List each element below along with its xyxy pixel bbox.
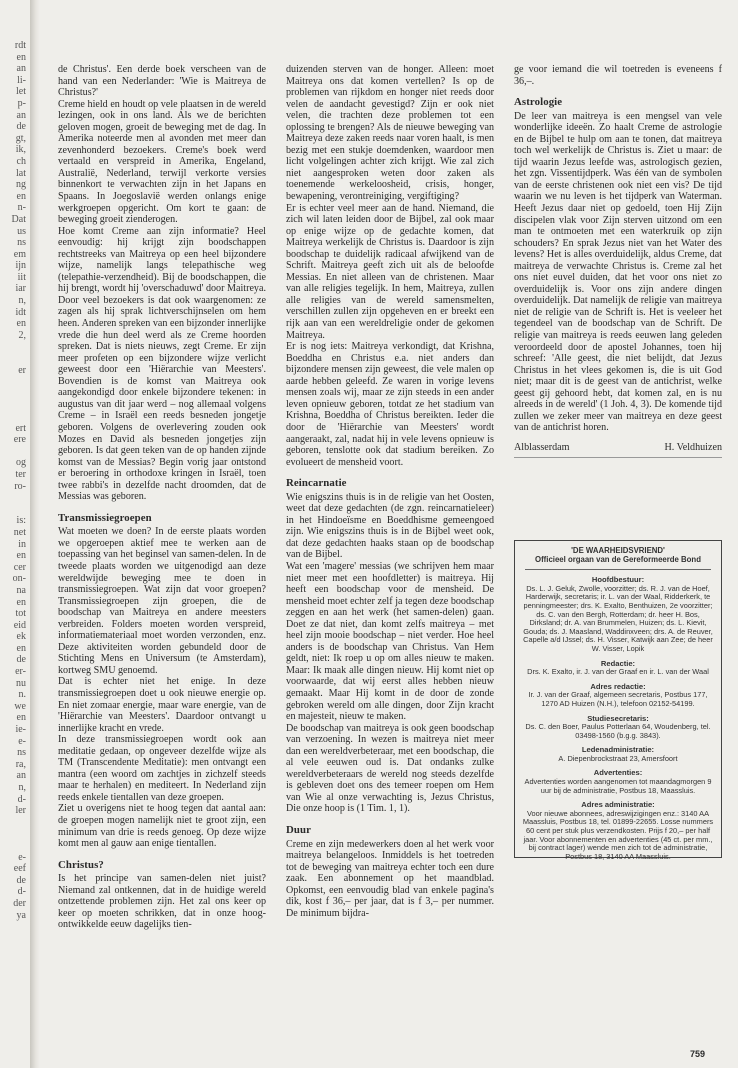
margin-fragment: iar	[15, 283, 26, 295]
margin-fragment: ere	[13, 434, 26, 446]
margin-fragment: ng	[16, 179, 26, 191]
magazine-page	[58, 46, 722, 1059]
margin-fragment: is:	[16, 515, 26, 527]
section-heading: Duur	[286, 824, 311, 836]
colophon-subtitle: Officieel orgaan van de Gereformeerde Bond	[535, 554, 701, 564]
paragraph: Dat is echter niet het enige. In deze transmissiegroepen doet u ook nieuwe energie op. En niet zomaar energie, maar ware energie, van de 'Hiërarchie van Meesters'. Daardoor ontvangt u innerlijke kracht en vrede.	[58, 676, 266, 734]
paragraph: duizenden sterven van de honger. Alleen: moet Maitreya ons dat komen vertellen? Is op de problemen van rijkdom en honger niet reeds door velen de aandacht gevestigd? Zijn er ook niet velen, die trachten deze problemen tot een oplossing te brengen? Als de nieuwe beweging van Maitreya deze zaken reeds naar voren haalt, is men bezig met een stukje doemdenken, waardoor men licht volgelingen achter zich krijgt. Wie zal zich niet aangesproken weten door zaken als toenemende werkeloosheid, crisis, honger, bewapening, verontreiniging, vergiftiging?	[286, 64, 494, 203]
section-heading: Transmissiegroepen	[58, 511, 152, 524]
paragraph: De boodschap van maitreya is ook geen boodschap van verzoening. In wezen is maitreya niet meer dan een wereldverbeteraar, met een boodschap, die al vele eeuwen oud is. Dat ondanks zulke wereldverbeteraars de wereld nog steeds dezelfde is gebleven doet ons des temeer roepen om Hem van Wie al onze verwachting is, Jezus Christus, Die onze hoop is (1 Tim. 1, 1).	[286, 722, 494, 815]
colophon-section-head: Advertenties:	[593, 768, 643, 778]
margin-fragment: e-	[18, 851, 26, 863]
signature-place: Alblasserdam	[514, 441, 570, 453]
facing-page-margin-text	[0, 40, 26, 1040]
margin-fragment	[0, 504, 26, 516]
margin-fragment: en	[16, 596, 26, 608]
margin-fragment: d-	[17, 886, 26, 898]
colophon-section-body: Ds. C. den Boer, Paulus Potterlaan 64, Woudenberg, tel. 03498-1560 (b.g.g. 3843).	[525, 722, 711, 740]
colophon-section-head: Adres redactie:	[590, 681, 646, 691]
paragraph: Ziet u overigens niet te hoog tegen dat aantal aan: de groepen mogen namelijk niet te groot zijn, een minimum van drie is reeds genoeg. Op deze wijze komt men al gauw aan enige tientallen.	[58, 803, 266, 850]
paragraph: Er is nog iets: Maitreya verkondigt, dat Krishna, Boeddha en Christus e.a. niet anders dan bijzondere mensen zijn geweest, die vele malen op aarde hebben geleefd. Ze waren in vorige levens mensen zoals wij, maar ze zijn steeds in een ander leven opnieuw geboren, totdat ze het stadium van Krishna, Boeddha of Christus bereikten. Ieder die door de 'Hiërarchie van Meesters' wordt aangeraakt, zal, nadat hij in vele levens opnieuw is geboren, tenslotte ook dat stadium bereiken. Zo evolueert de mensheid voort.	[286, 341, 494, 468]
margin-fragment: ik,	[15, 144, 26, 156]
margin-fragment: er	[18, 364, 26, 376]
colophon-title: 'DE WAARHEIDSVRIEND'	[571, 546, 665, 555]
margin-fragment: de	[16, 654, 26, 666]
margin-fragment: er-	[15, 666, 26, 678]
margin-fragment: let	[16, 86, 26, 98]
margin-fragment: de	[16, 874, 26, 886]
colophon-section-body: A. Diepenbrockstraat 23, Amersfoort	[558, 753, 678, 763]
margin-fragment: an	[16, 770, 26, 782]
margin-fragment: ijn	[15, 260, 26, 272]
section-heading: Astrologie	[514, 96, 563, 109]
paragraph: Wat moeten we doen? In de eerste plaats worden we opgeroepen aktief mee te werken aan de toepassing van het beginsel van samen-delen. In de tweede plaats worden we uitgenodigd aan deze wereldwijde beweging mee te doen in transmissiegroepen. Wat zijn dat voor groepen? Transmissiegroepen zijn groepen, die de boodschap van Maitreya en andere meesters verbreiden. Folders moeten worden verspreid, informatiemateriaal moet worden verzonden, enz. Deze aktiviteiten worden gebundeld door de Stichting Mens en Universum (te Amsterdam), kortweg SMU genoemd.	[58, 526, 266, 676]
margin-fragment: de	[16, 121, 26, 133]
margin-fragment	[0, 411, 26, 423]
margin-fragment: en	[16, 190, 26, 202]
margin-fragment: us	[17, 225, 26, 237]
colophon-section-head: Hoofdbestuur:	[591, 575, 645, 585]
paragraph: Wie enigszins thuis is in de religie van het Oosten, weet dat deze gedachten (de zgn. reincarnatieleer) in het Hindoeïsme en Boeddhisme gemeengoed zijn. Wie enigszins thuis is in de Bijbel weet ook, dat deze gedachten haaks staan op de boodschap van de Bijbel.	[286, 491, 494, 561]
margin-fragment: ler	[15, 805, 26, 817]
margin-fragment: ert	[15, 422, 26, 434]
margin-fragment: n,	[18, 782, 26, 793]
margin-fragment: p-	[17, 97, 26, 109]
margin-fragment: n-	[17, 202, 26, 214]
page-spine	[30, 0, 40, 1068]
colophon-section-head: Studiesecretaris:	[587, 713, 649, 723]
paragraph: De leer van maitreya is een mengsel van vele wonderlijke ideeën. Zo haalt Creme de astrologie en de Bijbel te hulp om aan te tonen, dat maitreya toch wel werkelijk de Christus is. Ziet u maar: de tijd waarin Jezus leefde was, astrologisch gezien, het zgn. Vissentijdperk. Was één van de symbolen van de eerste christenen ook niet een vis? De tijd waarin we nu leven is het tijdperk van Waterman. Heeft Jezus daar niet op gedoeld, toen Hij Zijn discipelen vlak voor Zijn sterven uitzond om een man te ontmoeten met een waterkruik op zijn schouders? En sprak Jezus niet van het Water des levens? Het is alles overduidelijk, aldus Creme, dat maitreya de verwachte Christus is. Creme zal het ons niet euvel duiden, dat het voor ons niet zo overduidelijk is. Voor ons zijn andere dingen overduidelijk. Dat namelijk de religie van maitreya niet de religie van de Schrift is. Het is veeleer het tegendeel van de boodschap van de Schrift. De religie van maitreya is reeds eeuwen lang geleden veroordeeld door de apostel Johannes, toen hij schreef: 'Alle geest, die niet belijdt, dat Jezus Christus in het vlees gekomen is, die is uit God niet; maar dit is de geest van de antichrist, welke geest gij gehoord hebt, dat komen zal, en is nu alreeds in de wereld' (1 Joh. 4, 3). De komende tijd zullen we zeker meer van maitreya en deze geest van de antichrist horen.	[514, 110, 722, 434]
margin-fragment: ya	[16, 909, 26, 921]
margin-fragment: li-	[17, 74, 26, 86]
section-heading: Reincarnatie	[286, 477, 347, 490]
margin-fragment: Dat	[11, 213, 26, 225]
margin-fragment: en	[16, 550, 26, 562]
margin-fragment: ter	[15, 468, 26, 480]
margin-fragment: rdt	[14, 40, 26, 51]
page-number: 759	[690, 1049, 706, 1059]
column-1	[58, 64, 266, 931]
margin-fragment	[0, 840, 26, 852]
margin-fragment: e-	[18, 735, 26, 747]
margin-fragment: ns	[17, 747, 26, 759]
margin-fragment: na	[16, 584, 26, 596]
paragraph: In deze transmissiegroepen wordt ook aan meditatie gedaan, op ongeveer dezelfde wijze als TM (Transcendente Meditatie): men ontvangt een mantra (een woord om zachtjes in zichzelf steeds maar te herhalen) en mediteert. In Nederland zijn reeds enkele tientallen van deze groepen.	[58, 734, 266, 803]
paragraph: Wat een 'magere' messias (we schrijven hem maar niet meer met een hoofdletter) is maitreya. Hij heeft een boodschap voor de mensheid. De mensheid moet echter zelf ja tegen deze boodschap zeggen en aan het werk (het samen-delen) gaan. Doet ze dat niet, dan komt zelfs maitreya – met heel zijn mooie boodschap – niet verder. Hoe heel anders is de boodschap van Christus. Van Hem geldt, niet: Ik roep u op om alles nieuw te maken. Maar: Ik maak alle dingen nieuw. Hij komt niet op voorwaarde, dat wij eerst alles hebben nieuw gemaakt. Maar Hij komt in de door de zonde gebroken wereld om alle dingen, door Zijn kracht en majesteit, nieuw te maken.	[286, 560, 494, 723]
column-2	[286, 64, 494, 919]
margin-fragment: in	[18, 538, 26, 550]
margin-fragment: ns	[17, 237, 26, 249]
margin-fragment: ro-	[14, 480, 26, 492]
margin-fragment: em	[13, 248, 26, 260]
paragraph: Is het principe van samen-delen niet juist? Niemand zal ontkennen, dat in de huidige wereld ontzettende problemen zijn. Het zal ons keer op keer op moeten schrikken, dat in onze hoog-ontwikkelde eeuw dagelijks tien-	[58, 873, 266, 931]
margin-fragment: n,	[18, 295, 26, 307]
margin-fragment: d-	[17, 793, 26, 805]
margin-fragment: en	[16, 642, 26, 654]
margin-fragment: lat	[16, 167, 26, 179]
margin-fragment: ie-	[15, 724, 26, 736]
margin-fragment: en	[16, 318, 26, 330]
signature-author: H. Veldhuizen	[664, 441, 722, 453]
section-heading: Christus?	[58, 858, 104, 871]
colophon-section-head: Redactie:	[600, 658, 636, 668]
paragraph: Creme en zijn medewerkers doen al het werk voor maitreya belangeloos. Inmiddels is het toetreden tot de beweging van maitreya echter toch een dure zaak. Een abonnement op het maandblad. Opkomst, een eenvoudig blad van enkele pagina's dik, kost f 36,– per jaar, dat is f 3,– per nummer. De minimum bijdra-	[286, 838, 494, 919]
colophon-section-body: Advertenties worden aangenomen tot maandagmorgen 9 uur bij de administratie, Postbus 18, Maassluis.	[524, 777, 712, 795]
margin-fragment	[0, 399, 26, 411]
margin-fragment	[0, 353, 26, 365]
margin-fragment: 2,	[18, 329, 26, 341]
colophon-section-head: Ledenadministratie:	[581, 745, 655, 755]
margin-fragment: eid	[13, 619, 26, 631]
colophon-section-body: Drs. K. Exalto, ir. J. van der Graaf en ir. L. van der Waal	[527, 667, 709, 677]
margin-fragment	[0, 828, 26, 840]
margin-fragment: n.	[18, 689, 26, 701]
colophon-divider	[525, 569, 711, 570]
paragraph: Hoe komt Creme aan zijn informatie? Heel eenvoudig: hij krijgt zijn boodschappen rechtstreeks van Maitreya op een heel bijzondere wijze, namelijk langs telepathische weg (telepathie-verzendheid). Bij de boodschappen, die hij brengt, wordt hij 'overschaduwd' door Maitreya. Door veel bezoekers is dat ook waargenomen: ze zagen als hij sprak lichtverschijnselen om hem heen. Anderen spreken van een bijzonder innerlijke vrede die hun deel werd als ze Creme hoorden spreken. Dat is niets nieuws, zegt Creme. Er zijn meer profeten op een bijzondere wijze verlicht geweest door een 'Hiërarchie van Meesters'. Bovendien is de komst van Maitreya ook aangekondigd door enkele bijzondere tekenen: in augustus van dit jaar werd – nog allemaal volgens Creme – in Israël een reeds besneden jongetje geboren. Volgens de overlevering zouden ook Mozes en David als besneden jongetjes zijn geboren. Is dat geen teken van de op handen zijnde komst van de Messias? Begin vorig jaar ontstond er beroering in orthodoxe kringen in Israël, toen twee rabbi's in dezelfde nacht droomden, dat de Messias was geboren.	[58, 225, 266, 503]
margin-fragment: iit	[17, 271, 26, 283]
margin-fragment: nu	[16, 677, 26, 689]
margin-fragment	[0, 341, 26, 353]
margin-fragment: an	[16, 109, 26, 121]
margin-fragment	[0, 376, 26, 388]
paragraph: Creme hield en houdt op vele plaatsen in de wereld lezingen, ook in ons land. Als we de berichten geloven mogen, groeit de beweging met de dag. In Amerika noteerde men al avonden met meer dan zevenhonderd bezoekers. Creme's boek werd vertaald en verspreid in Amerika, Engeland, Australië, Nederland, terwijl verkorte versies binnenkort te verwachten zijn in het Japans en Spaans. In Joegoslavië werden onlangs enige werkgroepen opgericht. Om kort te gaan: de beweging groeit zienderogen.	[58, 98, 266, 226]
margin-fragment: net	[13, 526, 26, 538]
margin-fragment: og	[16, 457, 26, 469]
colophon-section-body: Ds. L. J. Geluk, Zwolle, voorzitter; ds. R. J. van de Hoef, Harderwijk, secretaris; ir. L. van der Waal, Ridderkerk, te penningmeester; drs. K. Exalto, Benthuizen, 2e voorzitter; ds. C. van den Bergh, Rotterdam; dr. heer H. Bos, Dirksland; dr. A. van Brummelen, Huizen; ds. L. Kievit, Gouda; ds. J. Maasland, Waddinxveen; drs. A. de Reuver, Capelle a/d IJssel; ds. H. Visser, Katwijk aan Zee; de heer W. Visser, Lopik	[523, 583, 713, 653]
margin-fragment: ra,	[15, 758, 26, 770]
margin-fragment: an	[16, 63, 26, 75]
column-3	[514, 64, 722, 458]
margin-fragment	[0, 817, 26, 829]
colophon-box	[514, 540, 722, 861]
margin-fragment: we	[14, 700, 26, 712]
margin-fragment: eef	[13, 863, 26, 875]
margin-fragment	[0, 388, 26, 400]
article-signature	[514, 442, 722, 458]
margin-fragment: en	[16, 51, 26, 63]
margin-fragment	[0, 446, 26, 458]
margin-fragment: cer	[13, 561, 26, 573]
margin-fragment: idt	[15, 306, 26, 318]
colophon-section-head: Adres administratie:	[581, 800, 655, 810]
margin-fragment: ch	[16, 155, 26, 167]
margin-fragment	[0, 492, 26, 504]
margin-fragment: on-	[12, 573, 26, 585]
margin-fragment: der	[13, 897, 26, 909]
colophon-section-body: Voor nieuwe abonnees, adreswijzigingen enz.: 3140 AA Maassluis, Postbus 18, tel. 01899-22655. Losse nummers 60 cent per stuk plus verzendkosten. Prijs f 20,– per half jaar. Voor abonnementen en advertenties (45 ct. per mm., bij contract lager) wende men zich tot de administratie, Postbus 18, 3140 AA Maassluis.	[522, 808, 714, 861]
margin-fragment: en	[16, 712, 26, 724]
paragraph: ge voor iemand die wil toetreden is eveneens f 36,–.	[514, 64, 722, 87]
colophon-section-body: Ir. J. van der Graaf, algemeen secretaris, Postbus 177, 1270 AD Huizen (N.H.), telefoon 02152-54199.	[528, 690, 708, 708]
paragraph: Er is echter veel meer aan de hand. Niemand, die zich wil laten leiden door de Bijbel, zal ook maar op enige wijze op de gedachte komen, dat Maitreya werkelijk de Christus is. Daardoor is zijn boodschap te duidelijk radicaal afwijkend van de Schrift. Maitreya geeft zich uit als de beloofde Messias. En niet alleen van de christenen. Maar van alle religies tegelijk. In hem, Maitreya, zullen alle religies van de wereld samensmelten, verschillen zullen zijn opgeheven en er breekt een rijk aan van een wereldreligie onder de gekomen Maitreya.	[286, 202, 494, 341]
margin-fragment: gt,	[15, 132, 26, 144]
margin-fragment: tot	[15, 608, 26, 620]
margin-fragment: ek	[16, 631, 26, 643]
paragraph: de Christus'. Een derde boek verscheen van de hand van een Nederlander: 'Wie is Maitreya de Christus?'	[58, 64, 266, 99]
